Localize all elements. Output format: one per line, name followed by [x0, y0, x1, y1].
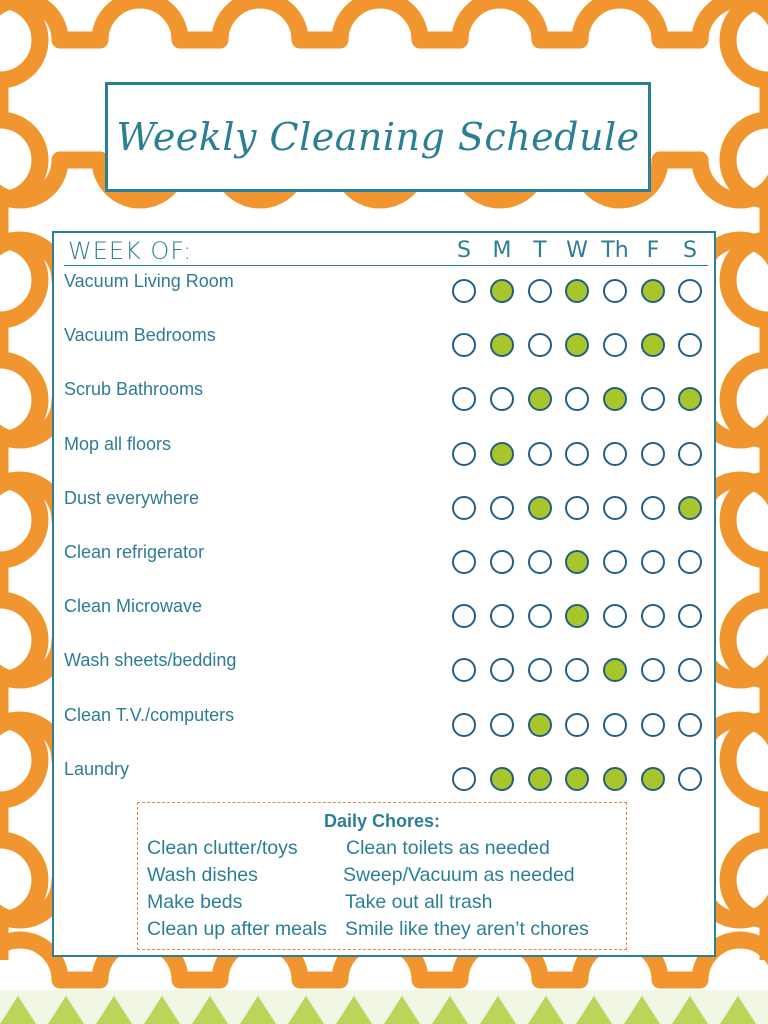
day-header: W — [566, 238, 588, 263]
chore-label: Laundry — [64, 758, 130, 779]
daily-chores-box — [137, 802, 627, 950]
day-checkbox-filled[interactable] — [603, 767, 627, 791]
day-checkbox-filled[interactable] — [528, 387, 552, 411]
day-checkbox-empty[interactable] — [528, 442, 552, 466]
day-checkbox-empty[interactable] — [490, 604, 514, 628]
day-checkbox-empty[interactable] — [603, 496, 627, 520]
daily-chore-item: Take out all trash — [345, 891, 493, 913]
day-checkbox-empty[interactable] — [452, 550, 476, 574]
chore-label: Dust everywhere — [64, 487, 200, 508]
day-checkbox-filled[interactable] — [565, 279, 589, 303]
day-checkbox-empty[interactable] — [452, 604, 476, 628]
day-checkbox-empty[interactable] — [452, 658, 476, 682]
daily-chore-item: Smile like they aren’t chores — [345, 918, 589, 940]
day-header: S — [457, 238, 471, 263]
day-checkbox-filled[interactable] — [641, 279, 665, 303]
day-checkbox-empty[interactable] — [678, 604, 702, 628]
day-checkbox-filled[interactable] — [565, 333, 589, 357]
chore-label: Clean Microwave — [64, 596, 203, 617]
day-checkbox-filled[interactable] — [565, 604, 589, 628]
day-checkbox-empty[interactable] — [528, 279, 552, 303]
chore-label: Clean T.V./computers — [64, 704, 235, 725]
day-checkbox-empty[interactable] — [603, 604, 627, 628]
chore-label: Scrub Bathrooms — [64, 379, 204, 400]
chore-label: Wash sheets/bedding — [64, 650, 237, 671]
day-checkbox-empty[interactable] — [641, 387, 665, 411]
day-checkbox-filled[interactable] — [490, 442, 514, 466]
day-checkbox-filled[interactable] — [678, 496, 702, 520]
day-checkbox-filled[interactable] — [603, 658, 627, 682]
schedule-card — [52, 231, 716, 957]
day-checkbox-empty[interactable] — [452, 333, 476, 357]
day-checkbox-empty[interactable] — [678, 713, 702, 737]
day-checkbox-empty[interactable] — [565, 442, 589, 466]
title-box — [105, 82, 651, 192]
day-checkbox-filled[interactable] — [603, 387, 627, 411]
day-checkbox-empty[interactable] — [565, 658, 589, 682]
day-header: M — [492, 238, 512, 263]
daily-chore-item: Clean toilets as needed — [346, 837, 550, 859]
daily-chores-title: Daily Chores: — [323, 811, 441, 831]
daily-chore-item: Clean up after meals — [147, 918, 327, 940]
day-checkbox-empty[interactable] — [490, 550, 514, 574]
day-checkbox-empty[interactable] — [678, 658, 702, 682]
day-checkbox-empty[interactable] — [490, 713, 514, 737]
day-checkbox-empty[interactable] — [565, 496, 589, 520]
day-checkbox-filled[interactable] — [490, 333, 514, 357]
day-checkbox-filled[interactable] — [528, 496, 552, 520]
day-checkbox-empty[interactable] — [528, 658, 552, 682]
day-checkbox-empty[interactable] — [565, 387, 589, 411]
day-checkbox-empty[interactable] — [603, 279, 627, 303]
daily-chore-item: Sweep/Vacuum as needed — [343, 864, 575, 886]
day-checkbox-empty[interactable] — [452, 442, 476, 466]
day-checkbox-empty[interactable] — [641, 550, 665, 574]
day-checkbox-filled[interactable] — [528, 713, 552, 737]
day-header: F — [646, 238, 660, 263]
daily-chore-item: Wash dishes — [147, 864, 258, 886]
chore-label: Vacuum Bedrooms — [64, 325, 216, 346]
day-checkbox-empty[interactable] — [452, 496, 476, 520]
day-checkbox-empty[interactable] — [528, 604, 552, 628]
day-checkbox-empty[interactable] — [452, 387, 476, 411]
chore-label: Mop all floors — [64, 433, 172, 454]
day-header: Th — [601, 238, 629, 263]
day-checkbox-empty[interactable] — [678, 442, 702, 466]
day-checkbox-empty[interactable] — [603, 713, 627, 737]
day-checkbox-empty[interactable] — [490, 658, 514, 682]
day-checkbox-empty[interactable] — [641, 604, 665, 628]
page-title: Weekly Cleaning Schedule — [116, 115, 640, 159]
day-checkbox-filled[interactable] — [528, 767, 552, 791]
day-checkbox-empty[interactable] — [678, 550, 702, 574]
day-checkbox-empty[interactable] — [678, 767, 702, 791]
chore-label: Vacuum Living Room — [64, 271, 234, 291]
chore-label: Clean refrigerator — [64, 542, 205, 562]
day-checkbox-filled[interactable] — [641, 333, 665, 357]
day-checkbox-empty[interactable] — [452, 713, 476, 737]
day-checkbox-empty[interactable] — [452, 279, 476, 303]
day-checkbox-filled[interactable] — [565, 767, 589, 791]
week-of-label: WEEK OF: — [68, 237, 193, 265]
day-checkbox-empty[interactable] — [641, 496, 665, 520]
green-triangle-border — [0, 990, 768, 1024]
day-checkbox-empty[interactable] — [490, 387, 514, 411]
day-checkbox-filled[interactable] — [678, 387, 702, 411]
day-header: S — [683, 238, 697, 263]
day-checkbox-filled[interactable] — [641, 767, 665, 791]
day-checkbox-empty[interactable] — [603, 333, 627, 357]
day-header: T — [533, 238, 547, 263]
day-checkbox-empty[interactable] — [641, 713, 665, 737]
day-checkbox-empty[interactable] — [603, 550, 627, 574]
day-checkbox-empty[interactable] — [565, 713, 589, 737]
day-checkbox-empty[interactable] — [603, 442, 627, 466]
day-checkbox-empty[interactable] — [678, 333, 702, 357]
daily-chore-item: Clean clutter/toys — [147, 837, 298, 859]
day-checkbox-empty[interactable] — [528, 333, 552, 357]
day-checkbox-empty[interactable] — [641, 658, 665, 682]
day-checkbox-empty[interactable] — [678, 279, 702, 303]
daily-chore-item: Make beds — [147, 891, 243, 913]
day-checkbox-empty[interactable] — [452, 767, 476, 791]
day-checkbox-filled[interactable] — [490, 767, 514, 791]
day-checkbox-empty[interactable] — [528, 550, 552, 574]
day-checkbox-filled[interactable] — [565, 550, 589, 574]
header-divider — [64, 265, 708, 266]
day-checkbox-empty[interactable] — [490, 496, 514, 520]
day-checkbox-empty[interactable] — [641, 442, 665, 466]
day-checkbox-filled[interactable] — [490, 279, 514, 303]
